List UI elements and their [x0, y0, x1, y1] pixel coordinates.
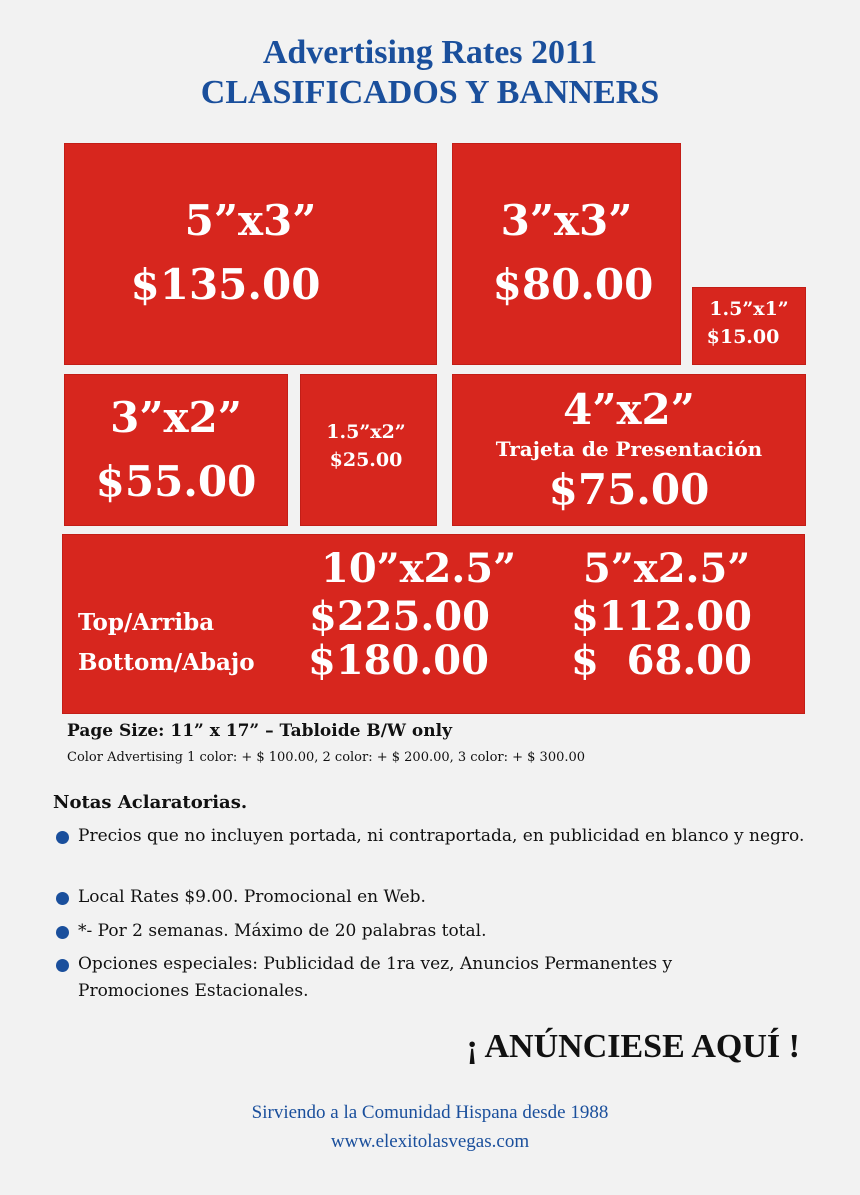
footer-tagline: Sirviendo a la Comunidad Hispana desde 1988: [251, 1102, 609, 1123]
ad-price: $80.00: [492, 260, 654, 309]
bullet-icon: [56, 892, 69, 905]
page-size-info: Page Size: 11” x 17” – Tabloide B/W only: [67, 721, 452, 741]
banner-top-price-2: $112.00: [571, 593, 752, 640]
ad-box-3x3: [453, 144, 680, 364]
note-text: Local Rates $9.00. Promocional en Web.: [78, 887, 426, 907]
note-item: [56, 951, 816, 1005]
note-item: [56, 823, 816, 877]
ad-box-1-5x1: [693, 288, 805, 364]
ad-size-label: 4”x2”: [563, 385, 695, 434]
ad-size-label: 1.5”x1”: [709, 298, 789, 320]
banner-top-price-1: $225.00: [309, 593, 490, 640]
bullet-icon: [56, 831, 69, 844]
footer-website: www.elexitolasvegas.com: [330, 1131, 530, 1152]
note-text: Precios que no incluyen portada, ni contraportada, en publicidad en blanco y negro.: [78, 826, 805, 846]
color-advertising-info: Color Advertising 1 color: + $ 100.00, 2 color: + $ 200.00, 3 color: + $ 300.00: [67, 750, 586, 765]
banner-top-label: Top/Arriba: [78, 609, 215, 636]
ad-price: $25.00: [329, 449, 403, 471]
note-item: [56, 884, 816, 911]
note-text: Opciones especiales: Publicidad de 1ra vez, Anuncios Permanentes y Promociones Estacionales.: [78, 954, 673, 1001]
ad-box-4x2: [453, 375, 805, 525]
call-to-action: ¡ ANÚNCIESE AQUÍ !: [466, 1028, 800, 1065]
bullet-icon: [56, 926, 69, 939]
bullet-icon: [56, 959, 69, 972]
ad-price: $75.00: [548, 465, 710, 514]
notes-heading: Notas Aclaratorias.: [53, 792, 248, 813]
ad-box-5x3: [65, 144, 436, 364]
ad-size-label: 3”x2”: [110, 393, 242, 442]
ad-box-3x2: [65, 375, 287, 525]
ad-price: $55.00: [95, 457, 257, 506]
ad-size-label: 5”x3”: [184, 196, 317, 245]
ad-box-banners: [63, 535, 804, 713]
ad-price: $135.00: [130, 260, 321, 309]
banner-bottom-price-2: $ 68.00: [571, 637, 752, 684]
banner-bottom-price-1: $180.00: [308, 637, 489, 684]
ad-price: $15.00: [706, 326, 780, 348]
ad-box-1-5x2: [301, 375, 436, 525]
banner-bottom-label: Bottom/Abajo: [78, 649, 255, 676]
note-text: *- Por 2 semanas. Máximo de 20 palabras total.: [78, 921, 487, 941]
ad-size-label: 3”x3”: [500, 196, 633, 245]
ad-size-label: 1.5”x2”: [326, 421, 406, 443]
banner-size-label-1: 10”x2.5”: [321, 545, 517, 592]
banner-size-label-2: 5”x2.5”: [583, 545, 751, 592]
page-title: Advertising Rates 2011: [262, 34, 598, 71]
note-item: [56, 918, 816, 945]
page-subtitle: CLASIFICADOS Y BANNERS: [200, 74, 660, 111]
ad-subtitle: Trajeta de Presentación: [495, 437, 763, 461]
